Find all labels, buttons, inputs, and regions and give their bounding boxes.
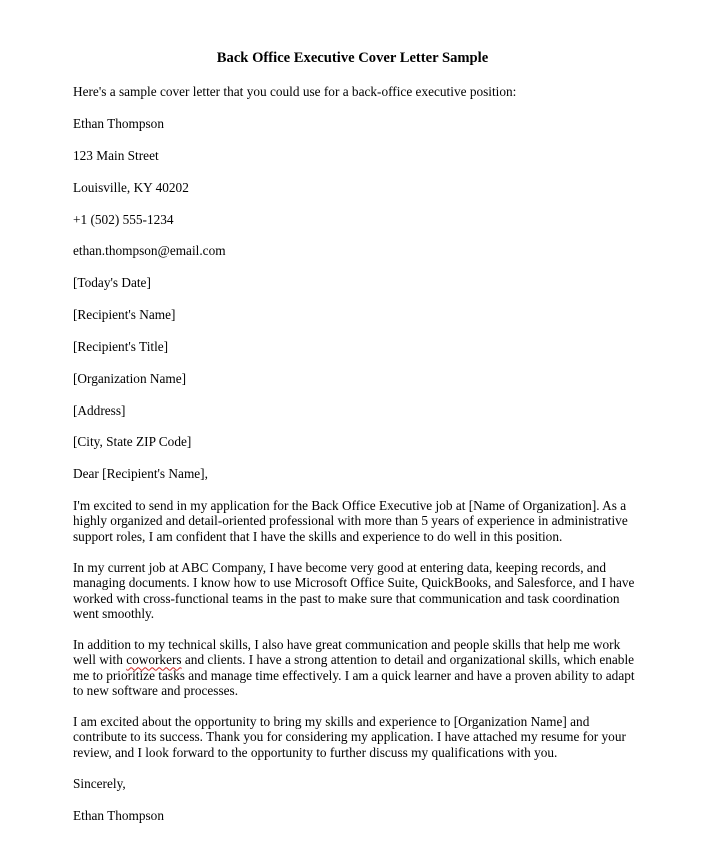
paragraph-3 <box>73 637 633 698</box>
recipient-address: [Address] <box>73 403 126 418</box>
salutation: Dear [Recipient's Name], <box>73 466 208 481</box>
paragraph-2 <box>73 560 633 621</box>
sender-name: Ethan Thompson <box>73 116 164 131</box>
sender-email: ethan.thompson@email.com <box>73 243 226 258</box>
paragraph-line: I am excited about the opportunity to bring my skills and experience to [Organization Name] and <box>73 714 590 729</box>
signature-name: Ethan Thompson <box>73 808 164 823</box>
sender-street: 123 Main Street <box>73 148 159 163</box>
paragraph-line: review, and I look forward to the opportunity to further discuss my qualifications with you. <box>73 744 558 760</box>
recipient-title: [Recipient's Title] <box>73 339 169 354</box>
intro-text: Here's a sample cover letter that you could use for a back-office executive position: <box>73 84 517 99</box>
document-title: Back Office Executive Cover Letter Sample <box>216 50 489 66</box>
paragraph-1 <box>73 498 633 544</box>
paragraph-line: In addition to my technical skills, I also have great communication and people skills that help me work <box>73 637 621 652</box>
paragraph-fragment: and clients. I have a strong attention to detail and organizational skills, which enable <box>181 652 635 668</box>
paragraph-line: contribute to its success. Thank you for considering my application. I have attached my resume for your <box>73 729 626 745</box>
paragraph-line: I'm excited to send in my application for the Back Office Executive job at [Name of Organization]. As a <box>73 498 627 513</box>
paragraph-line: to new software and processes. <box>73 682 239 698</box>
paragraph-line: me to prioritize tasks and manage time effectively. I am a quick learner and have a proven ability to adapt <box>73 667 635 683</box>
spellcheck-flagged-word[interactable]: coworkers <box>126 652 182 668</box>
recipient-city-state-zip: [City, State ZIP Code] <box>73 434 192 449</box>
paragraph-line: In my current job at ABC Company, I have become very good at entering data, keeping records, and <box>73 560 607 575</box>
paragraph-line: managing documents. I know how to use Microsoft Office Suite, QuickBooks, and Salesforce, and I have <box>73 575 635 591</box>
paragraph-fragment: well with <box>73 652 127 668</box>
paragraph-line: support roles, I am confident that I have the skills and experience to do well in this position. <box>73 528 563 544</box>
closing: Sincerely, <box>73 776 126 791</box>
letter-date: [Today's Date] <box>73 275 151 290</box>
sender-phone: +1 (502) 555-1234 <box>73 212 174 227</box>
paragraph-line <box>73 652 633 667</box>
paragraph-4 <box>73 714 633 760</box>
recipient-name: [Recipient's Name] <box>73 307 176 322</box>
paragraph-line: worked with cross-functional teams in the past to make sure that communication and task coordination <box>73 590 620 606</box>
sender-city: Louisville, KY 40202 <box>73 180 189 195</box>
paragraph-line: highly organized and detail-oriented professional with more than 5 years of experience in administrative <box>73 513 628 529</box>
recipient-organization: [Organization Name] <box>73 371 187 386</box>
paragraph-line: went smoothly. <box>73 605 155 621</box>
